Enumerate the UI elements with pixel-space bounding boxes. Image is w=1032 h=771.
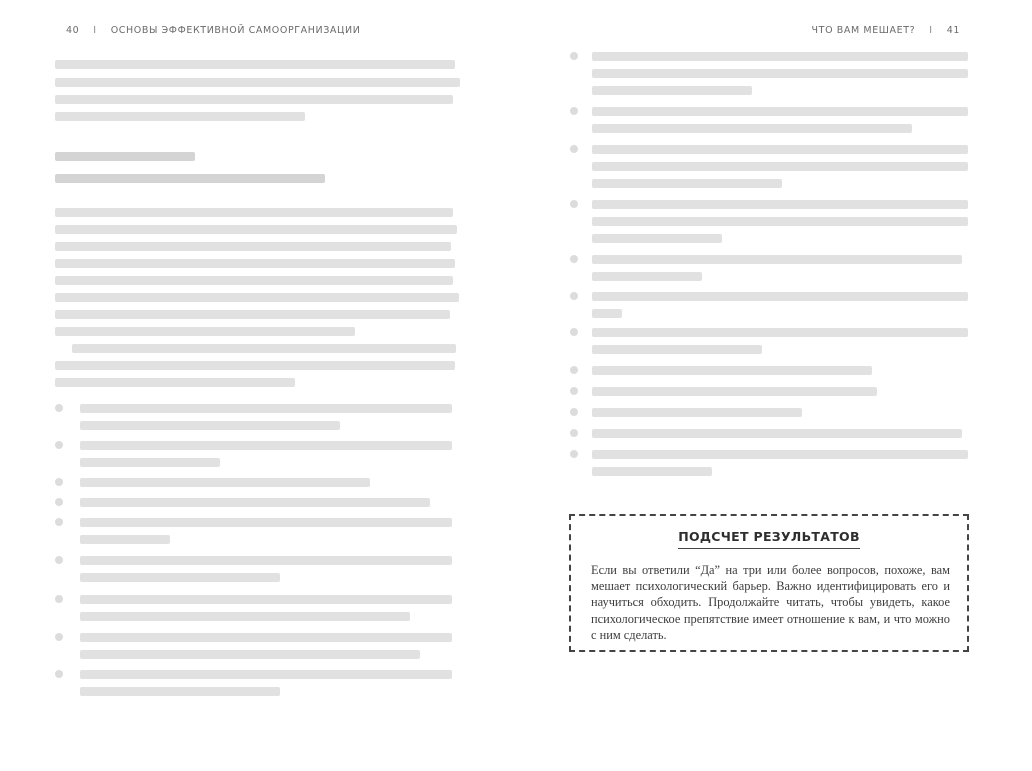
right-page-number: 41 (946, 25, 960, 36)
score-results-box (569, 514, 969, 652)
right-running-head (812, 25, 960, 36)
left-header-separator: I (93, 25, 97, 36)
score-box-text: Если вы ответили “Да” на три или более вопросов, похоже, вам мешает психологический барьер. Важно идентифицировать его и научиться обходить. Продолжайте читать, чтобы увидеть, какое психологическое препятствие имеет отношение к вам, и что можно с ним сделать. (591, 563, 950, 642)
score-box-title-text: ПОДСЧЕТ РЕЗУЛЬТАТОВ (678, 529, 860, 549)
left-page-number: 40 (66, 25, 80, 36)
score-box-title (571, 529, 967, 549)
right-section-title: ЧТО ВАМ МЕШАЕТ? (811, 25, 916, 36)
left-running-head (66, 25, 360, 36)
right-header-separator: I (929, 25, 933, 36)
left-section-title: ОСНОВЫ ЭФФЕКТИВНОЙ САМООРГАНИЗАЦИИ (110, 25, 361, 36)
